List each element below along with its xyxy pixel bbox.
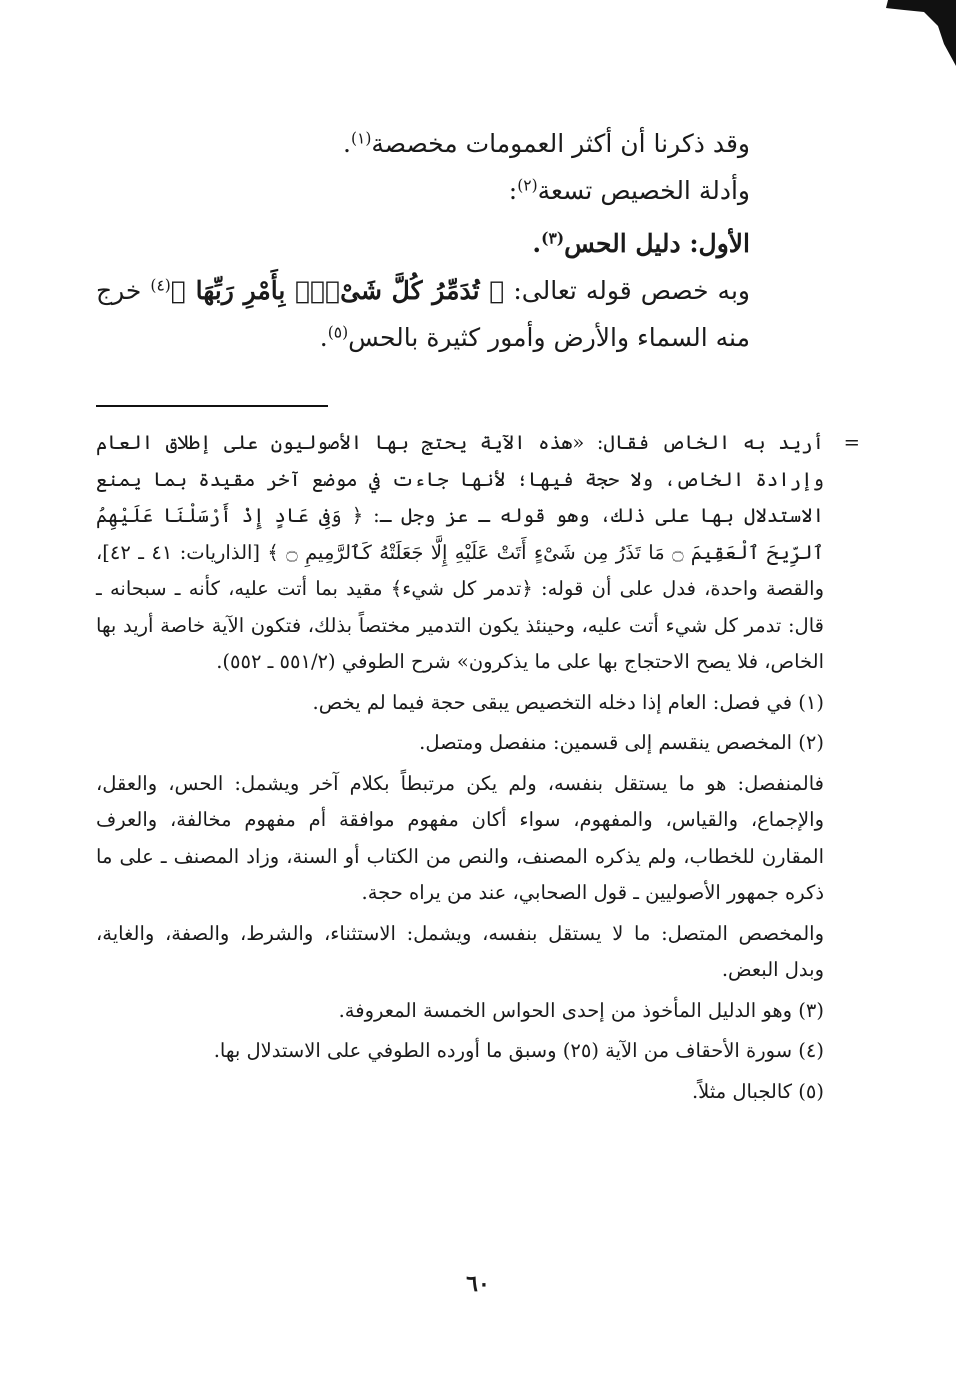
main-line-2 [96, 167, 824, 214]
footnote-continuation [96, 425, 860, 681]
main-paragraph-start: وبه خصص قوله تعالى: [504, 276, 750, 305]
main-paragraph-middle: خرج منه السماء والأرض وأمور كثيرة بالحس [96, 276, 750, 352]
footnote-separator [96, 405, 328, 407]
page-number: ٦٠ [466, 1271, 490, 1297]
footnote-continuation-text: أريد به الخاص فقال: «هذه الآية يحتج بها الأصوليون على إطلاق العام وإرادة الخاص، ولا حجة فيها؛ لأنها جاءت في موضع آخر مقيدة بما يمنع الاستدلال بها على ذلك، وهو قوله ـ عز وجل ـ: ﴿ وَفِى عَادٍ إِذْ أَرْسَلْنَا عَلَيْهِمُ ٱلرِّيحَ ٱلْعَقِيمَ ۝ مَا تَذَرُ مِن شَىْءٍ أَتَتْ عَلَيْهِ إِلَّا جَعَلَتْهُ كَٱلرَّمِيمِ ۝ ﴾ [الذاريات: ٤١ ـ ٤٢]، والقصة واحدة، فدل على أن قوله: ﴿تدمر كل شيء﴾ مقيد بما أتت عليه، كأنه ـ سبحانه ـ قال: تدمر كل شيء أتت عليه، وحينئذ يكون التدمير مختصاً بذلك، فتكون الآية خاصة أريد بها الخاص، فلا يصح الاحتجاج بها على ما يذكرون» شرح الطوفي (٥٥١/٢ ـ ٥٥٢). [96, 431, 824, 673]
footnote-2: (٢) المخصص ينقسم إلى قسمين: منفصل ومتصل. [419, 731, 824, 754]
footnotes [96, 425, 860, 1110]
footnote-ref-2: (٢) [517, 176, 538, 195]
main-text [96, 120, 824, 361]
footnote-1: (١) في فصل: العام إذا دخله التخصيص يبقى حجة فيما لم يخص. [312, 690, 824, 714]
quran-verse: ﴿ تُدَمِّرُ كُلَّ شَىْءٍۭ بِأَمْرِ رَبِّهَا ﴾ [170, 276, 505, 305]
main-line-1-text: وقد ذكرنا أن أكثر العمومات مخصصة [371, 129, 750, 158]
footnote-ref-4: (٤) [150, 276, 171, 295]
footnote-4: (٤) سورة الأحقاف من الآية (٢٥) وسبق ما أورده الطوفي على الاستدلال بها. [213, 1039, 824, 1062]
footnote-5: (٥) كالجبال مثلاً. [691, 1079, 824, 1103]
continuation-marker: = [843, 431, 860, 454]
section-heading-end: . [532, 229, 542, 258]
page-content [96, 120, 860, 1313]
main-paragraph [96, 267, 824, 361]
page-corner-mark [886, 0, 956, 70]
footnote-3: (٣) وهو الدليل المأخوذ من إحدى الحواس الخمسة المعروفة. [338, 998, 824, 1022]
footnote-ref-5: (٥) [327, 323, 349, 342]
main-line-2-text: وأدلة الخصيص تسعة [537, 176, 750, 205]
footnote-2-detached: فالمنفصل: هو ما يستقل بنفسه، ولم يكن مرتبطاً بكلام آخر ويشمل: الحس، والعقل، والإجماع، والقياس، والمفهوم، سواء أكان مفهوم موافقة أم مفهوم مخالفة، والعرف المقارن للخطاب، ولم يذكره المصنف، والنص من الكتاب أو السنة، وزاد المصنف ـ على ما ذكره جمهور الأصوليين ـ قول الصحابي، عند من يراه حجة. [96, 771, 824, 904]
main-line-1 [96, 120, 824, 167]
main-paragraph-end: . [319, 323, 328, 352]
footnote-2-attached: والمخصص المتصل: ما لا يستقل بنفسه، ويشمل: الاستثناء، والشرط، والصفة، والغاية، وبدل البعض. [96, 921, 824, 981]
section-heading [96, 220, 824, 267]
main-line-2-end: : [508, 176, 518, 205]
section-heading-text: الأول: دليل الحس [564, 229, 750, 258]
footnote-ref-1: (١) [350, 129, 372, 148]
footnote-ref-3: (٣) [541, 228, 565, 248]
main-line-1-end: . [342, 129, 351, 158]
